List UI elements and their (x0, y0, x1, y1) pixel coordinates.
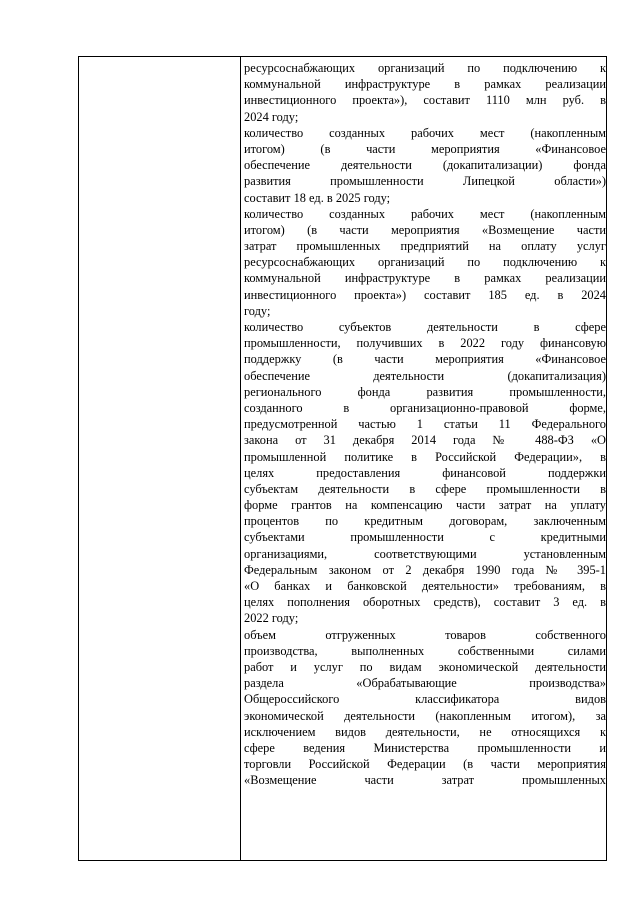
text-line: 2022 году; (244, 611, 299, 626)
text-line: 2024 году; (244, 109, 299, 124)
text-line: ресурсоснабжающих организаций по подключению к (244, 61, 606, 75)
text-line: промышленности, получивших в 2022 году финансовую (244, 336, 606, 351)
text-line: субъектам деятельности в сфере промышленности в (244, 481, 606, 496)
text-line: целях пополнения оборотных средств), составит 3 ед. в (244, 595, 606, 610)
text-line: регионального фонда развития промышленности, (244, 384, 606, 399)
text-line: обеспечение деятельности (докапитализация) (244, 368, 606, 383)
column-divider (240, 57, 241, 860)
text-line: «О банках и банковской деятельности» требованиям, в (244, 579, 606, 593)
text-line: работ и услуг по видам экономической деятельности (244, 659, 606, 674)
text-line: количество созданных рабочих мест (накопленным (244, 125, 606, 140)
text-line: исключением видов деятельности, не относящихся к (244, 724, 606, 739)
text-line: организациями, соответствующими установленным (244, 546, 606, 561)
text-line: закона от 31 декабря 2014 года № 488-ФЗ «О (244, 433, 606, 448)
table-frame (78, 56, 607, 861)
text-line: производства, выполненных собственными силами (244, 643, 606, 658)
text-line: затрат промышленных предприятий на оплату услуг (244, 239, 606, 254)
text-line: итогом) (в части мероприятия «Возмещение части (244, 222, 606, 237)
text-line: «Возмещение части затрат промышленных (244, 773, 606, 788)
text-line: торговли Российской Федерации (в части мероприятия (244, 757, 606, 772)
text-line: инвестиционного проекта»), составит 1110 млн руб. в (244, 93, 606, 108)
text-line: объем отгруженных товаров собственного (244, 627, 606, 642)
text-line: сфере ведения Министерства промышленности и (244, 740, 606, 755)
text-line: экономической деятельности (накопленным итогом), за (244, 708, 606, 723)
text-line: итогом) (в части мероприятия «Финансовое (244, 141, 606, 156)
text-line: субъектами промышленности с кредитными (244, 530, 606, 545)
text-line: году; (244, 303, 271, 318)
text-line: промышленной политике в Российской Федерации», в (244, 449, 606, 464)
text-line: количество субъектов деятельности в сфере (244, 320, 606, 334)
text-line: коммунальной инфраструктуре в рамках реализации (244, 77, 606, 92)
text-line: развития промышленности Липецкой области») (244, 174, 606, 189)
text-line: Федеральным законом от 2 декабря 1990 года № 395-1 (244, 562, 606, 577)
text-line: ресурсоснабжающих организаций по подключению к (244, 255, 606, 270)
text-line: поддержку (в части мероприятия «Финансовое (244, 352, 606, 367)
text-line: предусмотренной частью 1 статьи 11 Федерального (244, 417, 606, 432)
text-line: Общероссийского классификатора видов (244, 692, 606, 707)
text-line: обеспечение деятельности (докапитализации) фонда (244, 158, 606, 173)
indicator-text-column (244, 60, 606, 788)
text-line: инвестиционного проекта») составит 185 ед. в 2024 (244, 287, 606, 302)
text-line: раздела «Обрабатывающие производства» (244, 676, 606, 691)
text-line: созданного в организационно-правовой форме, (244, 400, 606, 415)
text-line: составит 18 ед. в 2025 году; (244, 190, 391, 205)
text-line: процентов по кредитным договорам, заключенным (244, 514, 606, 529)
text-line: коммунальной инфраструктуре в рамках реализации (244, 271, 606, 286)
text-line: целях предоставления финансовой поддержки (244, 465, 606, 480)
text-line: форме грантов на компенсацию части затрат на уплату (244, 498, 606, 513)
text-line: количество созданных рабочих мест (накопленным (244, 206, 606, 221)
